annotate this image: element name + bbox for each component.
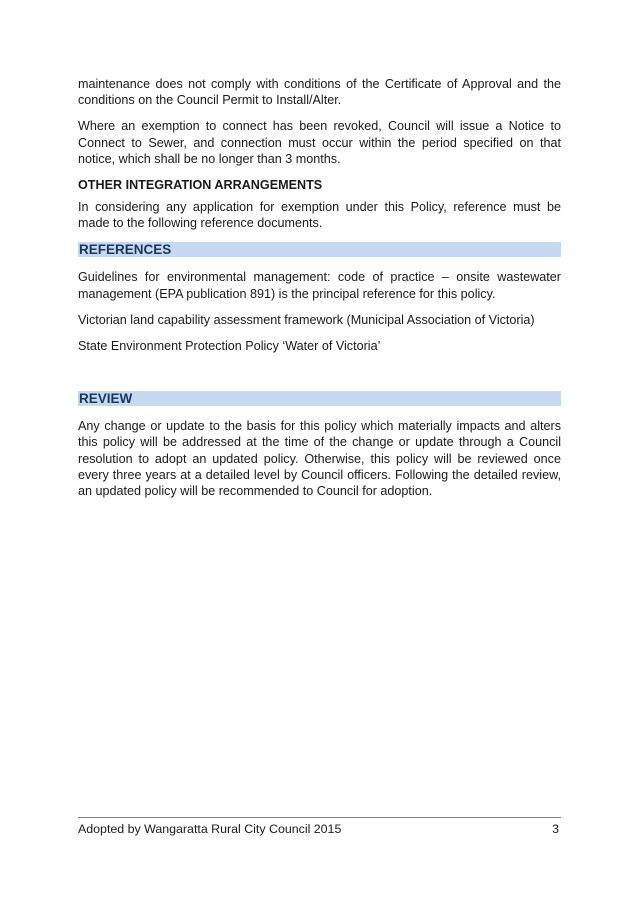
page-number: 3 bbox=[552, 822, 559, 836]
review-heading: REVIEW bbox=[78, 391, 561, 406]
references-list bbox=[78, 269, 561, 354]
reference-item: Victorian land capability assessment framework (Municipal Association of Victoria) bbox=[78, 312, 535, 327]
page-footer bbox=[78, 817, 561, 837]
document-page bbox=[78, 76, 561, 499]
reference-item: State Environment Protection Policy ‘Water of Victoria’ bbox=[78, 339, 381, 354]
revoked-exemption-paragraph: Where an exemption to connect has been revoked, Council will issue a Notice to Connect to Sewer, and connection must occur within the period specified on that notice, which shall be no longer than 3 months. bbox=[78, 119, 561, 166]
references-heading: REFERENCES bbox=[78, 242, 561, 257]
integration-paragraph: In considering any application for exemption under this Policy, reference must be made to the following reference documents. bbox=[78, 200, 561, 231]
review-paragraph: Any change or update to the basis for this policy which materially impacts and alters this policy will be addressed at the time of the change or update through a Council resolution to adopt an updated policy. Otherwise, this policy will be reviewed once every three years at a detailed level by Council officers. Following the detailed review, an updated policy will be recommended to Council for adoption. bbox=[78, 419, 561, 499]
reference-item: Guidelines for environmental management: code of practice – onsite wastewater management (EPA publication 891) is the principal reference for this policy. bbox=[78, 270, 561, 301]
footer-adopted-text: Adopted by Wangaratta Rural City Council 2015 bbox=[78, 822, 342, 836]
integration-heading: OTHER INTEGRATION ARRANGEMENTS bbox=[78, 178, 323, 193]
intro-paragraph: maintenance does not comply with conditions of the Certificate of Approval and the conditions on the Council Permit to Install/Alter. bbox=[78, 77, 561, 108]
section-spacer bbox=[78, 364, 561, 391]
